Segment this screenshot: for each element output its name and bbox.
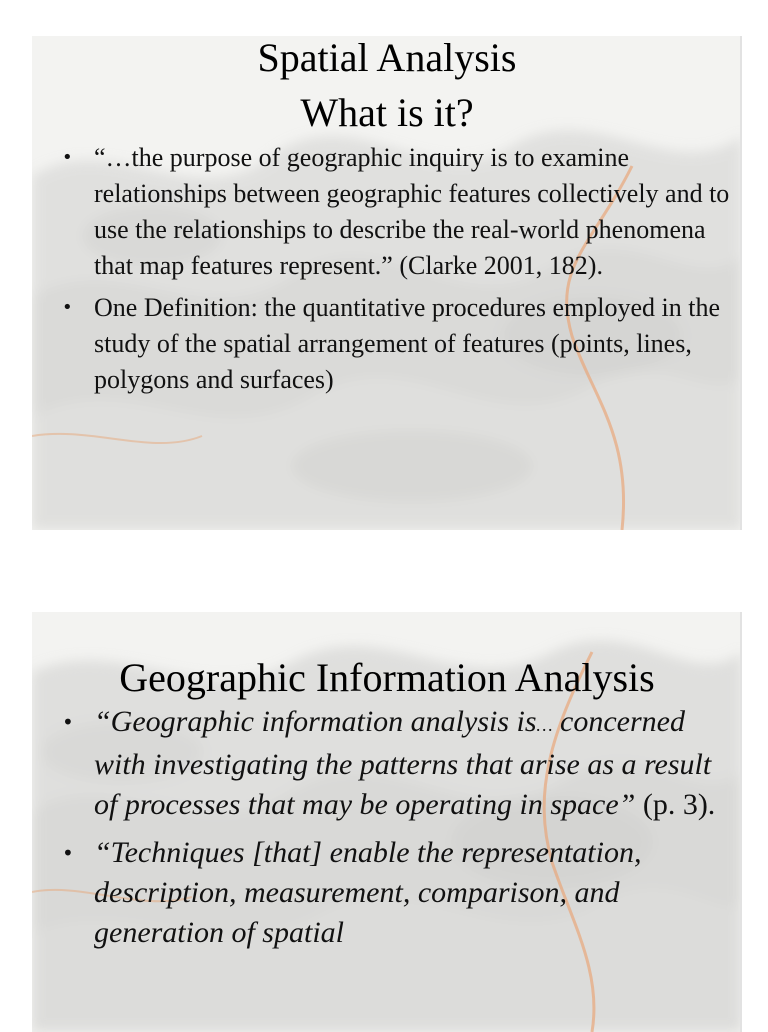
bullet-item (32, 702, 742, 825)
bullet-item (32, 290, 742, 398)
bullet-icon: • (62, 147, 73, 168)
slide-title: Geographic Information Analysis (119, 655, 655, 700)
bullet-item (32, 140, 742, 284)
title-line-1: Spatial Analysis (257, 36, 517, 80)
quote-text-continued: concerned with investigating the patterns that arise as a result of processes that may be operating in space” (94, 705, 712, 821)
slide-title (32, 36, 742, 140)
bullet-item (32, 833, 742, 953)
bullet-list (32, 140, 742, 398)
bullet-icon: • (62, 297, 73, 318)
citation-text: (p. 3). (635, 788, 716, 821)
slide-geographic-information-analysis (32, 612, 742, 1032)
bullet-list (32, 702, 742, 953)
bullet-text: “…the purpose of geographic inquiry is to examine relationships between geographic features collectively and to use the relationships to describe the real-world phenomena that map features represent.” (Clarke 2001, 182). (94, 143, 730, 280)
quote-text: “Geographic information analysis is (94, 705, 537, 738)
quote-ellipsis: … (536, 715, 553, 735)
slide-spatial-analysis (32, 36, 742, 530)
bullet-icon: • (62, 841, 74, 865)
bullet-icon: • (62, 710, 74, 734)
quote-text: “Techniques [that] enable the representation, description, measurement, comparison, and generation of spatial (94, 836, 642, 949)
title-line-2: What is it? (300, 90, 474, 135)
bullet-text: One Definition: the quantitative procedures employed in the study of the spatial arrangement of features (points, lines, polygons and surfaces) (94, 293, 720, 394)
slide-content (32, 612, 742, 961)
slide-content (32, 36, 742, 404)
